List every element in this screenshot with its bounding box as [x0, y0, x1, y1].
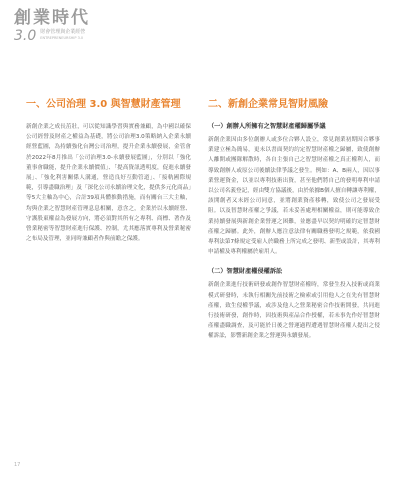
subheading-founder-ip-dispute: （一）創辦人所擁有之智慧財產權歸屬爭議	[208, 123, 326, 130]
right-column	[208, 98, 380, 342]
page-number: 17	[14, 462, 21, 468]
brand-version: 3.0	[14, 28, 37, 44]
brand-subtitle-en: ENTREPRENEURSHIP 3.0	[40, 36, 84, 40]
subheading-ip-litigation: （二）智慧財產權侵權訴訟	[208, 268, 283, 276]
brand-subline	[14, 29, 90, 44]
brand-subtitle-cn: 財會管理與企業經營	[40, 29, 86, 35]
section-heading-ip-risk: 二、新創企業常見智財風險	[208, 99, 328, 110]
brand-logo	[14, 8, 90, 44]
founder-ip-body-text: 新創企業因由多位創辦人或多位合夥人設立，常見創業初期因合夥事業建立極為簡易，更未以書面契約約定智慧財產權之歸屬，致使創辦人離開或團隊解散時，各自主張自己之智慧財產權之真正權利人，而導致創辦人或原公司後續法律爭議之發生。例如：A、B兩人，因以事業營運資金，以並以專利技術出資，甚至他們將自己的發明專利申請以公司名義登記，經由雙方協議後，由於依據B個人擅自轉讓專利權，該開創者又未經公司同意，並將創業資產移轉，致使公司之發展受阻。以及智慧財產權之爭議，若未妥善處理相關權益，則可能導致企業持續發展與新創企業營運之困難，並應盡早以契約明確約定智慧財產權之歸屬。此外，創辦人應注意法律有關職務發明之規範，依我國專利法第7條規定受雇人於職務上所完成之發明、新型或設計，其專利申請權及專利權屬於雇用人。	[208, 137, 380, 256]
brand-title: 創業時代	[14, 8, 90, 28]
section-heading-governance: 一、公司治理 3.0 與智慧財產管理	[26, 99, 181, 110]
governance-body-text: 新創企業之成長茁壯，可以從知識學習與實務兼顧，為中國以確保公司經營及財產之權益為基礎，將公司治理3.0策略納入企業永續經營藍圖，為持續強化台灣公司治理，提升企業永續發展，金管會於2022年8月推出「公司治理3.0-永續發展藍圖」，分別以「強化董事會職能，提升企業永續價值」、「提高資訊透明度，促進永續發展」、「強化利害關係人溝通，營造良好互動管道」、「接軌國際規範，引導盡職治理」及「深化公司永續治理文化，提供多元化商品」等5大主軸為中心，合計39項具體推動措施，而有關台三大主軸，均與企業之智慧財產管理息息相關，意含之，企業於以永續經營、守護股東權益為發展方向，將必須對其所有之專利、商標、著作及營業秘密等智慧財產進行保護、控制，尤其應落實專利及營業秘密之布局及管理，並同時兼顧者作與前瞻之保護。	[26, 124, 192, 243]
ip-litigation-body-text: 新創企業進行技術研發或創作智慧財產權時，常發生投入技術或商業模式研發時，未執行相關先前技術之檢索或引用他人之在先有智慧財產權，致生侵權爭議，或涉及他人之營業秘密合作技術開發，共同進行技術研發，創作時，因技術與產品合作授權，若未事先作好智慧財產權盡職調查，及可能於日後之營運過程遭遇智慧財產權人提出之侵權訴訟，影響新創企業之營運與永續發展。	[208, 282, 380, 340]
brand-subtitle-block	[40, 29, 85, 41]
left-column	[26, 98, 191, 244]
